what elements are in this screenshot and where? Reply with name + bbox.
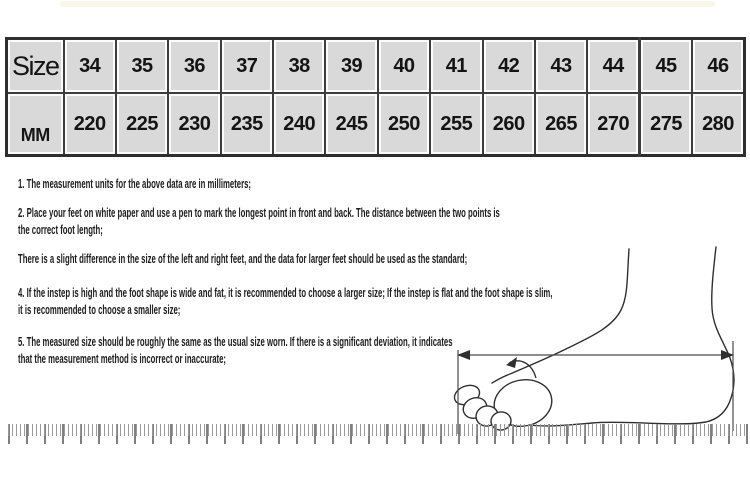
mm-row-header: MM	[7, 93, 64, 156]
foot-heel-sole-line	[524, 247, 734, 426]
note-2	[18, 205, 500, 239]
mm-cell: 245	[325, 93, 377, 156]
size-cell: 46	[692, 39, 745, 94]
size-cell: 36	[168, 39, 220, 94]
note-line: that the measurement method is incorrect or inaccurate;	[18, 352, 227, 366]
mm-cell: 220	[64, 93, 116, 156]
mm-cell: 255	[430, 93, 482, 156]
note-3	[18, 251, 468, 268]
note-line: 5. The measured size should be roughly the same as the usual size worn. If there is a significant deviation, it indicates	[18, 335, 453, 349]
note-line: 4. If the instep is high and the foot shape is wide and fat, it is recommended to choose a larger size; If the instep is flat and the foot shape is slim,	[18, 286, 553, 300]
foot-measurement-diagram	[440, 238, 750, 445]
top-accent-band	[60, 1, 715, 7]
size-cell: 43	[535, 39, 587, 94]
size-cell: 42	[483, 39, 535, 94]
size-cell: 34	[64, 39, 116, 94]
mm-cell: 250	[378, 93, 430, 156]
knuckle-arrowhead	[506, 357, 517, 368]
size-cell: 37	[221, 39, 273, 94]
note-line: 1. The measurement units for the above data are in millimeters;	[18, 177, 252, 191]
mm-cell: 280	[692, 93, 745, 156]
size-cell: 35	[116, 39, 168, 94]
size-cell: 45	[640, 39, 692, 94]
size-cell: 38	[273, 39, 325, 94]
size-cell: 44	[587, 39, 639, 94]
mm-cell: 225	[116, 93, 168, 156]
size-row	[7, 39, 745, 94]
note-5	[18, 334, 464, 368]
note-4	[18, 285, 553, 319]
mm-cell: 240	[273, 93, 325, 156]
mm-cell: 235	[221, 93, 273, 156]
ruler	[8, 424, 748, 444]
size-cell: 39	[325, 39, 377, 94]
mm-cell: 230	[168, 93, 220, 156]
note-line: it is recommended to choose a smaller size;	[18, 303, 181, 317]
mm-cell: 260	[483, 93, 535, 156]
note-line: There is a slight difference in the size of the left and right feet, and the data for larger feet should be used as the standard;	[18, 252, 468, 266]
mm-row	[7, 93, 745, 156]
mm-cell: 270	[587, 93, 639, 156]
note-line: the correct foot length;	[18, 223, 103, 237]
size-cell: 40	[378, 39, 430, 94]
note-1	[18, 176, 464, 193]
size-chart-table	[5, 37, 746, 157]
size-row-header: Size	[7, 39, 64, 94]
note-line: 2. Place your feet on white paper and use a pen to mark the longest point in front and back. The distance between the two points is	[18, 206, 500, 220]
measure-arrowhead-left	[457, 350, 470, 360]
mm-cell: 275	[640, 93, 692, 156]
size-cell: 41	[430, 39, 482, 94]
mm-cell: 265	[535, 93, 587, 156]
